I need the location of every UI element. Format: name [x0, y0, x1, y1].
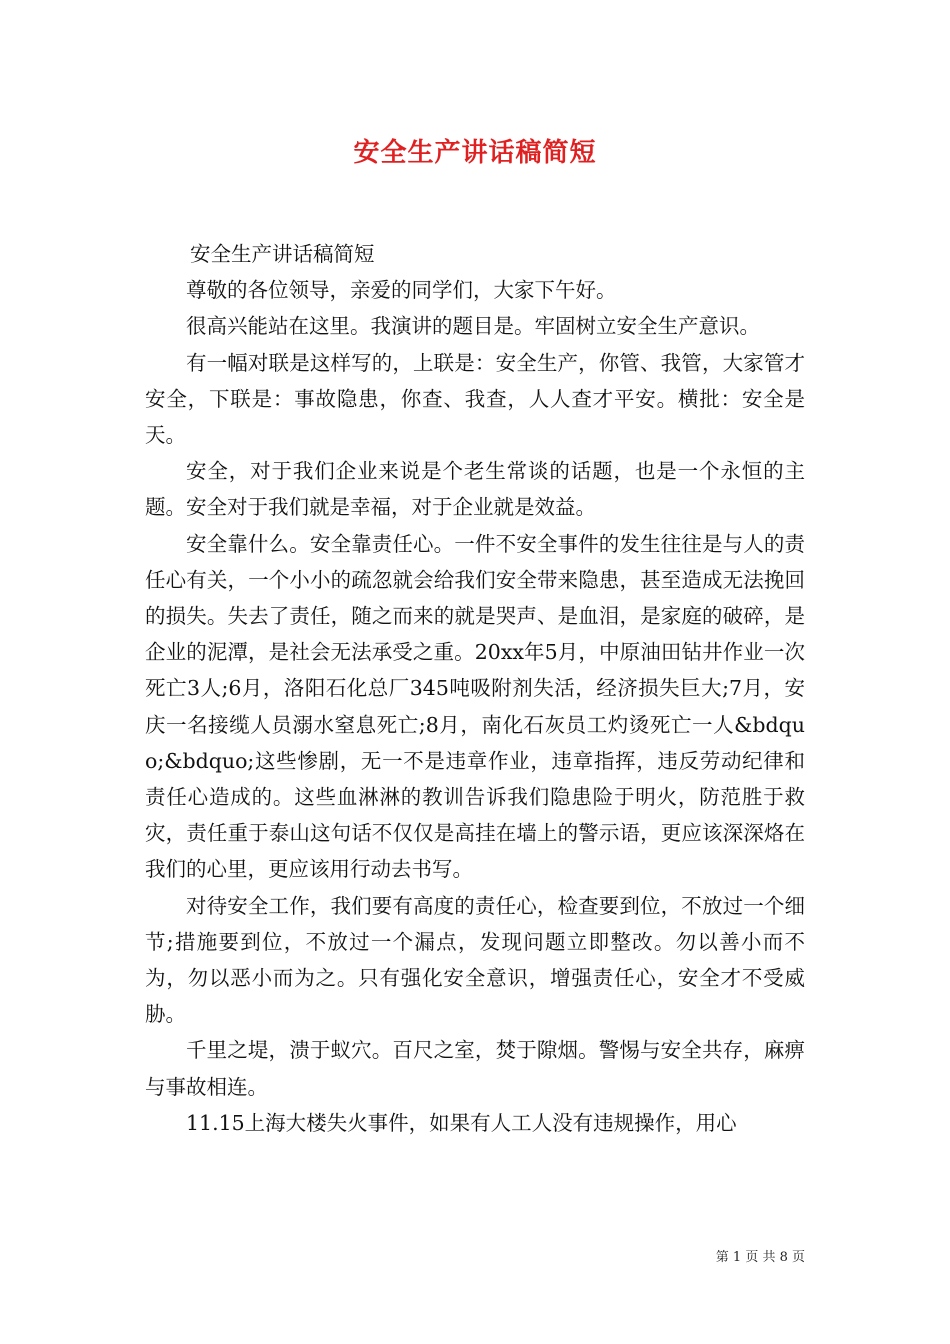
paragraph-example: 11.15上海大楼失火事件，如果有人工人没有违规操作，用心 [186, 1110, 737, 1135]
document-body [145, 236, 805, 1141]
paragraph-proverb: 千里之堤，溃于蚁穴。百尺之室，焚于隙烟。警惕与安全共存，麻痹与事故相连。 [145, 1038, 805, 1099]
paragraph-topic: 很高兴能站在这里。我演讲的题目是。牢固树立安全生产意识。 [186, 314, 760, 339]
paragraph-responsibility: 安全靠什么。安全靠责任心。一件不安全事件的发生往往是与人的责任心有关，一个小小的疏忽就会给我们安全带来隐患，甚至造成无法挽回的损失。失去了责任，随之而来的就是哭声、是血泪，是家庭的破碎，是企业的泥潭，是社会无法承受之重。20xx年5月，中原油田钻井作业一次死亡3人;6月，洛阳石化总厂345吨吸附剂失活，经济损失巨大;7月，安庆一名接缆人员溺水窒息死亡;8月，南化石灰员工灼烫死亡一人&bdquo;&bdquo;这些惨剧，无一不是违章作业，违章指挥，违反劳动纪律和责任心造成的。这些血淋淋的教训告诉我们隐患险于明火，防范胜于救灾，责任重于泰山这句话不仅仅是高挂在墙上的警示语，更应该深深烙在我们的心里，更应该用行动去书写。 [145, 531, 805, 882]
document-subtitle: 安全生产讲话稿简短 [190, 242, 375, 266]
paragraph-theme: 安全，对于我们企业来说是个老生常谈的话题，也是一个永恒的主题。安全对于我们就是幸福，对于企业就是效益。 [145, 459, 805, 520]
paragraph-couplet: 有一幅对联是这样写的，上联是：安全生产，你管、我管，大家管才安全，下联是：事故隐患，你查、我查，人人查才平安。横批：安全是天。 [145, 350, 805, 448]
page-number: 第 1 页 共 8 页 [715, 1250, 805, 1265]
page-title: 安全生产讲话稿简短 [353, 138, 597, 168]
paragraph-greeting: 尊敬的各位领导，亲爱的同学们，大家下午好。 [186, 278, 617, 303]
paragraph-attitude: 对待安全工作，我们要有高度的责任心，检查要到位，不放过一个细节;措施要到位，不放过一个漏点，发现问题立即整改。勿以善小而不为，勿以恶小而为之。只有强化安全意识，增强责任心，安全才不受威胁。 [145, 893, 805, 1027]
